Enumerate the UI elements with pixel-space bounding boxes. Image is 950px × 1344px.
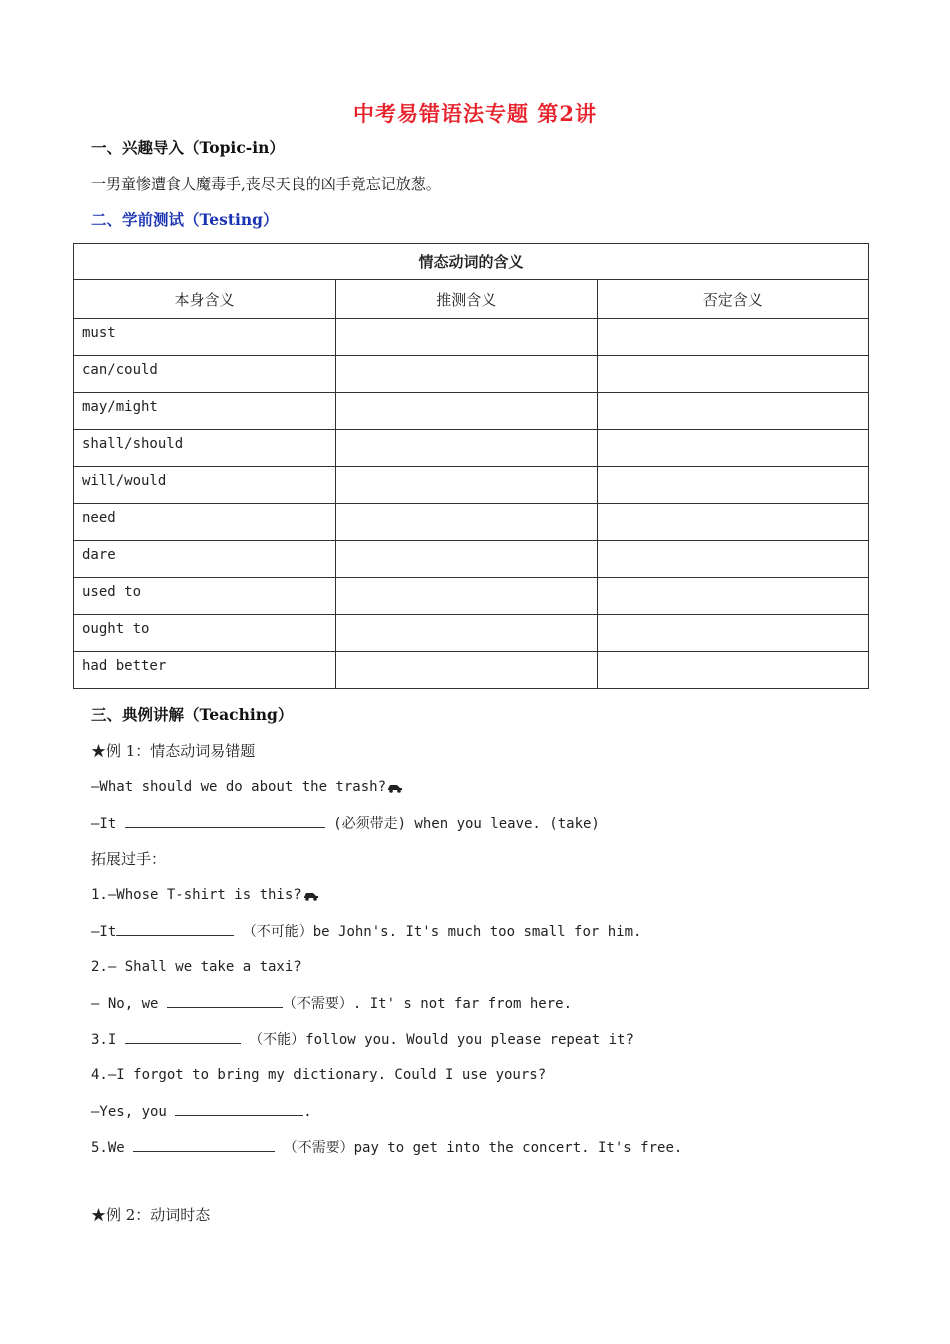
answer-blank[interactable]: [175, 1101, 303, 1116]
modal-verb-cell: used to: [74, 578, 336, 615]
modal-verb-cell: need: [74, 504, 336, 541]
practice-3: [91, 1029, 634, 1050]
modal-verb-cell: ought to: [74, 615, 336, 652]
modal-verb-cell: can/could: [74, 356, 336, 393]
table-row: [74, 578, 869, 615]
speculative-meaning-cell[interactable]: [336, 541, 597, 578]
answer-suffix: (必须带走) when you leave. (take): [324, 816, 600, 832]
answer-prefix: 3.I: [91, 1032, 125, 1048]
speculative-meaning-cell[interactable]: [336, 393, 597, 430]
page-title: 中考易错语法专题 第2讲: [353, 101, 597, 126]
example-1-answer: [91, 813, 600, 834]
modal-verb-cell: had better: [74, 652, 336, 689]
answer-suffix: （不需要）pay to get into the concert. It's free.: [275, 1140, 683, 1156]
practice-4-question: 4.—I forgot to bring my dictionary. Could I use yours?: [91, 1067, 547, 1083]
negative-meaning-cell[interactable]: [597, 652, 868, 689]
negative-meaning-cell[interactable]: [597, 467, 868, 504]
table-row: [74, 430, 869, 467]
speculative-meaning-cell[interactable]: [336, 430, 597, 467]
table-row: [74, 504, 869, 541]
answer-prefix: —It: [91, 816, 125, 832]
topic-in-text: 一男童惨遭食人魔毒手,丧尽天良的凶手竟忘记放葱。: [91, 175, 441, 193]
example-1-question: [91, 777, 403, 797]
answer-blank[interactable]: [116, 921, 234, 936]
speculative-meaning-cell[interactable]: [336, 652, 597, 689]
table-row: [74, 541, 869, 578]
modal-verb-cell: will/would: [74, 467, 336, 504]
table-row: [74, 356, 869, 393]
answer-blank[interactable]: [125, 1029, 241, 1044]
car-icon: [387, 782, 403, 793]
car-icon: [303, 890, 319, 901]
column-header-basic-meaning: 本身含义: [74, 280, 336, 319]
negative-meaning-cell[interactable]: [597, 504, 868, 541]
table-row: [74, 319, 869, 356]
answer-blank[interactable]: [133, 1137, 275, 1152]
answer-prefix: 5.We: [91, 1140, 134, 1156]
modal-verb-cell: dare: [74, 541, 336, 578]
column-header-negative-meaning: 否定含义: [597, 280, 868, 319]
speculative-meaning-cell[interactable]: [336, 467, 597, 504]
practice-1-question: [91, 885, 319, 905]
example-1-question-text: —What should we do about the trash?: [91, 779, 387, 795]
negative-meaning-cell[interactable]: [597, 615, 868, 652]
modal-verb-cell: shall/should: [74, 430, 336, 467]
column-header-speculative-meaning: 推测含义: [336, 280, 597, 319]
answer-prefix: —Yes, you: [91, 1104, 176, 1120]
practice-5: [91, 1137, 682, 1158]
speculative-meaning-cell[interactable]: [336, 504, 597, 541]
speculative-meaning-cell[interactable]: [336, 356, 597, 393]
modal-verb-table: [73, 243, 869, 689]
negative-meaning-cell[interactable]: [597, 356, 868, 393]
negative-meaning-cell[interactable]: [597, 430, 868, 467]
answer-prefix: — No, we: [91, 996, 167, 1012]
answer-suffix: .: [303, 1104, 312, 1120]
practice-2-answer: [91, 993, 572, 1014]
table-caption: 情态动词的含义: [74, 244, 869, 280]
answer-suffix: （不能）follow you. Would you please repeat it?: [240, 1032, 634, 1048]
practice-1-question-text: 1.—Whose T-shirt is this?: [91, 887, 302, 903]
table-row: [74, 467, 869, 504]
speculative-meaning-cell[interactable]: [336, 578, 597, 615]
answer-blank[interactable]: [125, 813, 325, 828]
table-row: [74, 393, 869, 430]
answer-blank[interactable]: [167, 993, 283, 1008]
speculative-meaning-cell[interactable]: [336, 615, 597, 652]
section-testing-heading: 二、学前测试（Testing）: [91, 210, 279, 229]
negative-meaning-cell[interactable]: [597, 393, 868, 430]
practice-label: 拓展过手：: [91, 850, 167, 868]
modal-verb-cell: must: [74, 319, 336, 356]
speculative-meaning-cell[interactable]: [336, 319, 597, 356]
negative-meaning-cell[interactable]: [597, 319, 868, 356]
answer-suffix: （不可能）be John's. It's much too small for him.: [234, 924, 642, 940]
section-teaching-heading: 三、典例讲解（Teaching）: [91, 705, 294, 724]
negative-meaning-cell[interactable]: [597, 541, 868, 578]
table-row: [74, 615, 869, 652]
answer-prefix: —It: [91, 924, 117, 940]
practice-2-question: 2.— Shall we take a taxi?: [91, 959, 302, 975]
practice-4-answer: [91, 1101, 312, 1122]
negative-meaning-cell[interactable]: [597, 578, 868, 615]
answer-suffix: （不需要）. It' s not far from here.: [282, 996, 573, 1012]
practice-1-answer: [91, 921, 641, 942]
table-row: [74, 652, 869, 689]
example-2-title: ★例 2：动词时态: [91, 1206, 211, 1224]
section-topic-in-heading: 一、兴趣导入（Topic-in）: [91, 138, 285, 157]
example-1-title: ★例 1：情态动词易错题: [91, 742, 256, 760]
modal-verb-cell: may/might: [74, 393, 336, 430]
